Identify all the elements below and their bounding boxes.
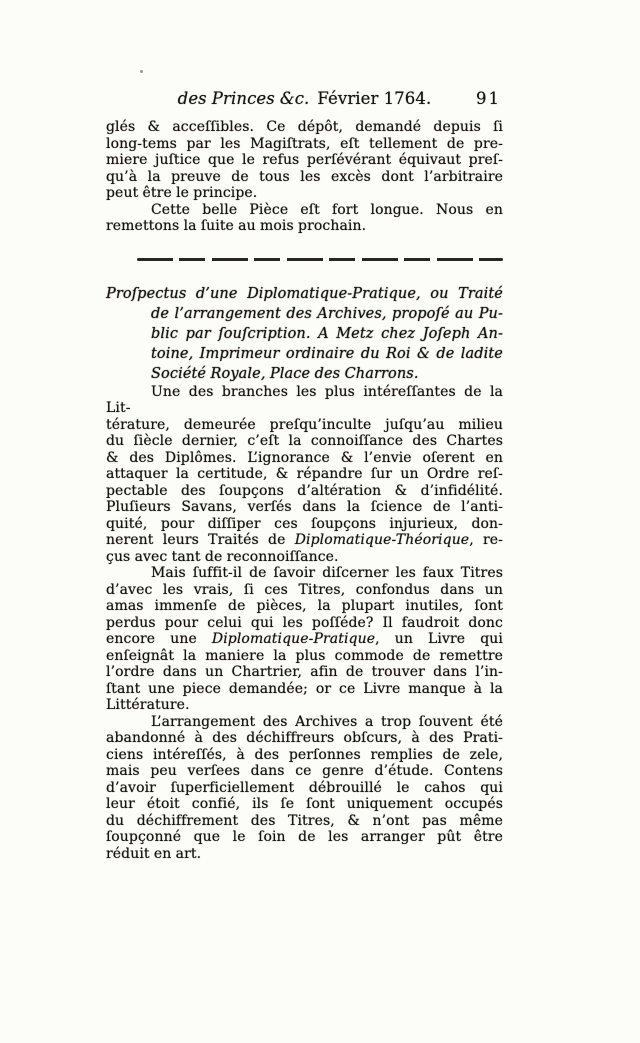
text-segment: leur étoit confié, ils ſe ſont uniquement occupés bbox=[106, 796, 503, 812]
text-line bbox=[106, 598, 503, 615]
text-segment: ſoupçonné que le ſoin de les arranger pût être bbox=[106, 829, 503, 845]
text-segment: qu’à la preuve de tous les excès dont l’arbitraire bbox=[106, 168, 503, 185]
section-rule bbox=[137, 258, 503, 261]
running-header bbox=[106, 88, 503, 114]
text-segment: de l’arrangement des Archives, propoſé au Pu- bbox=[151, 305, 503, 322]
text-segment: & des Diplômes. L’ignorance & l’envie oſerent en bbox=[106, 449, 503, 466]
text-line bbox=[106, 202, 503, 219]
text-line bbox=[106, 344, 503, 364]
text-line bbox=[106, 466, 503, 483]
text-segment: nerent leurs Traités de bbox=[106, 532, 295, 548]
page-body-flow bbox=[106, 119, 503, 862]
text-segment: mais peu verſees dans ce genre d’étude. Contens bbox=[106, 763, 503, 779]
text-segment: quité, pour diſſiper ces ſoupçons injurieux, don- bbox=[106, 515, 503, 532]
text-line bbox=[106, 364, 503, 384]
text-line bbox=[106, 813, 503, 830]
text-line bbox=[106, 730, 503, 747]
text-line bbox=[106, 697, 503, 714]
text-segment: d’avec les vrais, ſi ces Titres, confondus dans un bbox=[106, 581, 503, 598]
text-segment: remettons la ſuite au mois prochain. bbox=[106, 218, 367, 234]
text-line bbox=[106, 532, 503, 549]
page-number: 91 bbox=[476, 89, 501, 108]
text-segment: réduit en art. bbox=[106, 845, 202, 862]
text-line bbox=[106, 516, 503, 533]
text-segment: peut être le principe. bbox=[106, 185, 258, 201]
text-line bbox=[106, 450, 503, 467]
text-segment: L’arrangement des Archives a trop ſouvent été bbox=[151, 713, 503, 730]
text-line bbox=[106, 152, 503, 169]
text-line bbox=[106, 780, 503, 797]
para-arrangement-archives bbox=[106, 714, 503, 863]
text-segment: Mais ſuffit-il de ſavoir diſcerner les faux Titres bbox=[151, 565, 503, 581]
text-segment: Littérature. bbox=[106, 697, 190, 713]
text-line bbox=[106, 846, 503, 863]
running-title bbox=[178, 89, 432, 108]
text-line bbox=[106, 615, 503, 632]
text-segment: térature, demeurée preſqu’inculte juſqu’au milieu bbox=[106, 416, 503, 433]
prospectus-heading bbox=[106, 284, 503, 384]
running-title-section: des Princes &c. bbox=[177, 89, 310, 108]
text-line bbox=[106, 582, 503, 599]
text-line bbox=[106, 185, 503, 202]
text-segment: du déchiffrement des Titres, & n’ont pas même bbox=[106, 812, 503, 829]
para-continuation bbox=[106, 119, 503, 202]
text-segment: attaquer la certitude, & répandre ſur un Ordre reſ- bbox=[106, 466, 503, 482]
text-segment: ſtant une piece demandée; or ce Livre manque à la bbox=[106, 680, 503, 697]
text-line bbox=[106, 417, 503, 434]
text-line bbox=[106, 714, 503, 731]
text-line bbox=[106, 324, 503, 344]
running-title-date: Février 1764. bbox=[317, 89, 432, 108]
text-line bbox=[106, 284, 503, 304]
italic-term: Diplomatique-Théorique bbox=[294, 532, 470, 548]
text-segment: l’ordre dans un Chartrier, afin de trouver dans l’in- bbox=[106, 664, 503, 680]
text-segment: toine, Imprimeur ordinaire du Roi & de ladite bbox=[151, 345, 503, 362]
text-line bbox=[106, 499, 503, 516]
text-segment: enſeignât la maniere la plus commode de remettre bbox=[106, 647, 503, 664]
text-segment: amas immenſe de pièces, la plupart inutiles, ſont bbox=[106, 598, 503, 614]
text-segment: d’avoir ſuperficiellement débrouillé le cahos qui bbox=[106, 779, 503, 796]
text-line bbox=[106, 483, 503, 500]
text-line bbox=[106, 796, 503, 813]
text-line bbox=[106, 681, 503, 698]
text-line bbox=[106, 218, 503, 235]
text-segment: Pluſieurs Savans, verſés dans la ſcience de l’anti- bbox=[106, 499, 503, 515]
text-segment: , un Livre qui bbox=[375, 631, 503, 647]
text-segment: çus avec tant de reconnoiſſance. bbox=[106, 548, 339, 565]
text-segment: Société Royale, Place des Charrons. bbox=[151, 365, 419, 382]
text-segment: encore une bbox=[106, 631, 212, 647]
text-segment: glés & acceſſibles. Ce dépôt, demandé depuis ſi bbox=[106, 119, 503, 135]
scan-speck bbox=[140, 70, 143, 73]
para-cette-belle-piece bbox=[106, 202, 503, 235]
text-line bbox=[106, 549, 503, 566]
text-line bbox=[106, 119, 503, 136]
para-une-des-branches bbox=[106, 384, 503, 566]
para-mais-suffit-il bbox=[106, 565, 503, 714]
text-segment: , re- bbox=[469, 532, 503, 548]
text-line bbox=[106, 631, 503, 648]
text-segment: blic par ſouſcription. A Metz chez Joſeph An- bbox=[151, 325, 503, 342]
text-line bbox=[106, 433, 503, 450]
text-segment: Une des branches les plus intéreſſantes de la Lit- bbox=[106, 383, 503, 416]
text-block bbox=[106, 88, 503, 862]
text-line bbox=[106, 136, 503, 153]
text-segment: pectable des ſoupçons d’altération & d’infidélité. bbox=[106, 482, 503, 499]
italic-term: Diplomatique-Pratique bbox=[211, 631, 376, 647]
text-line bbox=[106, 747, 503, 764]
text-segment: abandonné à des déchiffreurs obſcurs, à des Prati- bbox=[106, 730, 503, 746]
text-line bbox=[106, 829, 503, 846]
text-segment: du ſiècle dernier, c’eſt la connoiſſance des Chartes bbox=[106, 433, 503, 449]
text-line bbox=[106, 169, 503, 186]
text-line bbox=[106, 384, 503, 417]
text-segment: perdus pour celui qui les poſſéde? Il faudroit donc bbox=[106, 614, 503, 631]
text-segment: miere juſtice que le refus perſévérant équivaut preſ- bbox=[106, 152, 503, 168]
text-line bbox=[106, 304, 503, 324]
text-segment: Proſpectus d’une Diplomatique-Pratique, ou Traité bbox=[106, 285, 503, 302]
text-line bbox=[106, 565, 503, 582]
text-line bbox=[106, 763, 503, 780]
text-segment: long-tems par les Magiſtrats, eſt tellement de pre- bbox=[106, 135, 503, 152]
text-line bbox=[106, 648, 503, 665]
text-segment: Cette belle Pièce eſt fort longue. Nous en bbox=[151, 201, 503, 218]
text-segment: ciens intéreſſés, à des perſonnes remplies de zele, bbox=[106, 746, 503, 763]
text-line bbox=[106, 664, 503, 681]
